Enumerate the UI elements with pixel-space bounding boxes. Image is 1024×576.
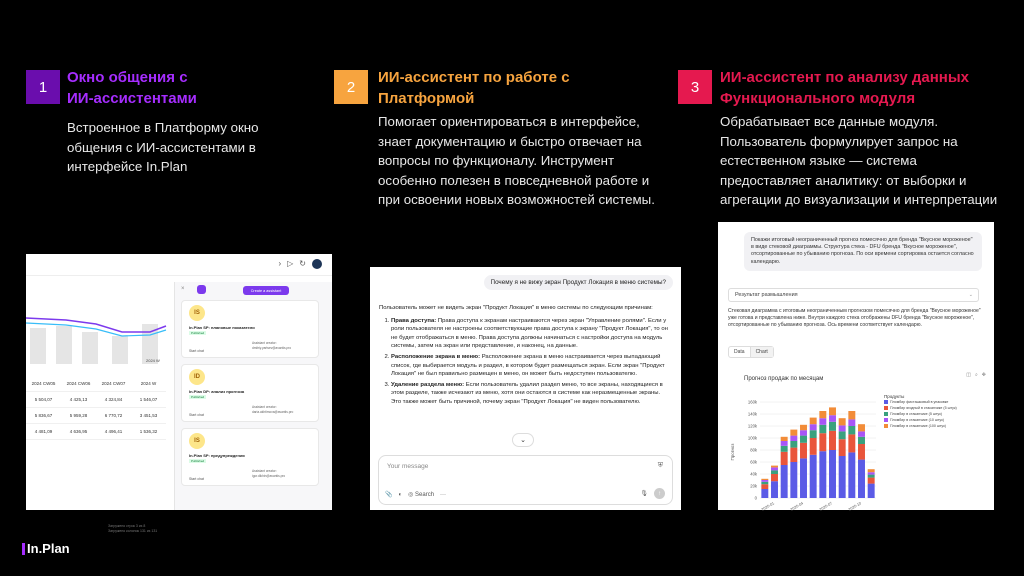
answer-item-text: Расположение экрана в меню настраивается через выпадающий список, где выбирается модуль и раздел, в котором будет размещаться экран. Если экран "Продукт Локация" не был правильно размещен в меню, он может быть недоступен пользователю. — [391, 353, 665, 378]
assistant-answer: Стековая диаграмма с итоговым неограниченным прогнозом помесячно для бренда "Вкусное мороженое" уже готова и представлена ниже. Внутри каждого стека отображены DFU бренда "Вкусное мороженое", отсортированные по убыванию прогноза. Ось времени соответствует календарю. — [728, 308, 981, 328]
chart-bar-segment — [790, 448, 797, 462]
table-cell: 1 546,07 — [139, 397, 158, 402]
close-icon[interactable]: × — [181, 286, 185, 292]
step-2-desc-line: особенно полезен в повседневной работе и — [378, 172, 650, 188]
chart-bar-segment — [839, 425, 846, 431]
step-2-heading-line1: ИИ-ассистент по работе с — [378, 69, 570, 86]
globe-icon: ◎ — [408, 492, 414, 498]
status-badge: Published — [191, 395, 205, 399]
table-cell: 5 836,67 — [34, 413, 53, 418]
answer-item — [391, 381, 669, 407]
shield-icon: ⛨ — [657, 462, 663, 469]
assistant-name: In.Plan SP: предупреждения — [189, 453, 245, 458]
chart-bar-segment — [800, 430, 807, 435]
chart-bar-segment — [819, 433, 826, 451]
answer-item — [391, 353, 669, 379]
tools-icon[interactable]: ◐ — [398, 491, 403, 498]
assistant-answer — [379, 304, 669, 409]
step-2-badge: 2 — [334, 70, 368, 104]
x-tick-label: 2025-07 — [818, 501, 833, 512]
step-2-desc-line: при освоении новых возможностей системы. — [378, 192, 655, 207]
microphone-icon[interactable]: 🎙 — [640, 491, 648, 497]
create-assistant-button[interactable]: Create a assistant — [243, 286, 289, 295]
step-2-heading — [378, 67, 570, 109]
stacked-bar-chart — [726, 390, 986, 512]
y-tick-label: 40k — [750, 471, 757, 477]
chevron-right-icon[interactable]: › — [278, 259, 282, 268]
chart-bar-segment — [761, 480, 768, 482]
chart-toolbar — [966, 372, 986, 378]
report-table — [26, 376, 166, 440]
user-message: Почему я не вижу экран Продукт Локация в меню системы? — [484, 275, 673, 290]
scroll-down-button[interactable] — [512, 433, 534, 447]
y-tick-label: 0 — [754, 495, 757, 501]
table-row — [26, 408, 166, 424]
y-tick-label: 60k — [750, 459, 757, 465]
step-2-desc-line: знает документацию и быстро отвечает на — [378, 133, 642, 149]
chart-bar-segment — [868, 469, 875, 472]
columns-loaded-text: Загружено колонок 131 из 131 — [108, 529, 158, 533]
assistant-avatar: IS — [189, 433, 205, 449]
chart-bar-segment — [761, 484, 768, 489]
chart-bar-segment — [868, 484, 875, 498]
table-footer — [108, 524, 157, 534]
legend-label: Пломбир в стаканчике (10 штук) — [890, 418, 944, 422]
step-3-desc-line: предоставляет аналитику: от выборки и — [720, 172, 967, 188]
y-tick-label: 80k — [750, 447, 757, 453]
analytics-assistant-screenshot — [718, 222, 994, 510]
chart-bar-segment — [868, 475, 875, 478]
chart-bar-segment — [819, 411, 826, 418]
reasoning-result-dropdown[interactable] — [728, 288, 979, 302]
send-button[interactable] — [654, 488, 665, 499]
chart-title: Прогноз продаж по месяцам — [744, 376, 824, 382]
report-bar — [56, 326, 72, 364]
dropdown-label: Результат размышления — [735, 292, 798, 298]
platform-assistant-chat-screenshot — [370, 267, 681, 510]
chart-bar-segment — [771, 474, 778, 481]
camera-icon[interactable]: ◫ — [966, 372, 971, 378]
chart-bar-segment — [868, 478, 875, 484]
tab-chart[interactable]: Chart — [750, 347, 773, 357]
legend-label: Пломбир в стаканчике (5 штук) — [890, 412, 942, 416]
assistant-name: In.Plan SP: плановые показатели — [189, 325, 255, 330]
chart-bar-segment — [810, 430, 817, 438]
table-header — [26, 376, 166, 392]
answer-item-title: Удаление раздела меню: — [391, 381, 465, 388]
chart-bar-segment — [858, 460, 865, 498]
step-1-heading-line1: Окно общения с — [67, 69, 188, 86]
chart-bar-segment — [781, 441, 788, 446]
chart-bar-segment — [761, 489, 768, 498]
pan-icon[interactable]: ✥ — [981, 372, 986, 378]
chart-bar-segment — [819, 425, 826, 433]
step-1-heading-line2: ИИ-ассистентами — [67, 90, 197, 107]
chart-bar-segment — [858, 431, 865, 436]
chart-bar-segment — [848, 419, 855, 426]
status-badge: Published — [191, 331, 205, 335]
legend-title: Продукты — [884, 394, 905, 399]
chart-bar-segment — [839, 431, 846, 439]
chart-bar-segment — [829, 431, 836, 450]
legend-label: Пломбир фисташковый в упаковке — [890, 400, 949, 404]
table-cell: 3 451,53 — [139, 413, 158, 418]
legend-swatch — [884, 406, 888, 410]
more-icon[interactable]: ··· — [440, 491, 447, 498]
step-3-heading-line2: Функционального модуля — [720, 90, 916, 107]
assistant-creator — [252, 341, 291, 350]
chart-bar-segment — [800, 425, 807, 430]
answer-item — [391, 317, 669, 351]
step-2-description — [378, 112, 655, 210]
assistant-avatar: IS — [189, 305, 205, 321]
view-tabs — [728, 346, 774, 358]
assistant-creator — [252, 469, 285, 478]
chart-bar-segment — [781, 446, 788, 452]
step-1-heading — [67, 67, 197, 109]
creator-label: Assistant creator: — [252, 469, 277, 473]
chart-bar-segment — [819, 418, 826, 425]
chart-bar-segment — [858, 424, 865, 431]
step-3-desc-line: Пользователь формулирует запрос на — [720, 133, 958, 149]
answer-item-title: Расположение экрана в меню: — [391, 353, 481, 360]
chart-bar-segment — [839, 456, 846, 498]
step-3-desc-line: агрегации до визуализации и интерпретации — [720, 192, 998, 207]
assistant-avatar: ID — [189, 369, 205, 385]
chart-category-label: 2024 W — [146, 358, 160, 363]
start-chat-button[interactable]: Start chat — [189, 477, 204, 481]
logo-text-plan: .Plan — [38, 541, 70, 556]
step-1-badge: 1 — [26, 70, 60, 104]
chart-bar-segment — [771, 470, 778, 474]
assistant-logo-icon — [197, 285, 206, 294]
legend-label: Пломбир ягодный в стаканчике (5 штук) — [890, 406, 957, 410]
chart-bar-segment — [848, 452, 855, 498]
chart-bar-segment — [858, 444, 865, 460]
logo-text-in: In — [27, 541, 39, 556]
chart-bar-segment — [858, 437, 865, 444]
creator-label: Assistant creator: — [252, 341, 277, 345]
y-tick-label: 100k — [747, 435, 757, 441]
status-badge: Published — [191, 459, 205, 463]
creator-email: daria.akhtimova@avantis.pro — [252, 409, 294, 414]
answer-list — [379, 317, 669, 407]
top-bar — [26, 254, 332, 276]
assistant-card[interactable] — [181, 364, 319, 422]
chart-bar-segment — [839, 418, 846, 425]
chart-bar-segment — [839, 439, 846, 456]
chart-bar-segment — [800, 458, 807, 498]
legend-swatch — [884, 412, 888, 416]
legend-swatch — [884, 418, 888, 422]
y-tick-label: 120k — [747, 423, 757, 429]
step-1-desc-line: общения с ИИ-ассистентами в — [67, 139, 256, 155]
step-3-heading — [720, 67, 969, 109]
assistant-card[interactable] — [181, 300, 319, 358]
chart-bar-segment — [781, 452, 788, 465]
creator-email: igor.dikhin@avantis.pro — [252, 473, 286, 478]
chart-bar-segment — [790, 441, 797, 448]
report-chart — [26, 298, 166, 368]
chart-bar-segment — [810, 424, 817, 430]
table-header-cell: 2024 CW07 — [101, 381, 126, 386]
table-header-cell: 2024 W — [140, 381, 157, 386]
step-3-desc-line: естественном языке — система — [720, 153, 917, 168]
table-header-cell: 2024 CW06 — [66, 381, 91, 386]
assistant-card[interactable] — [181, 428, 319, 486]
user-message: Покажи итоговый неограниченный прогноз помесячно для бренда "Вкусное мороженое" в виде стековой диаграммы. Структура стека - DFU бренда "Вкусное мороженое", отсортированные по убыванию прогноза. По оси времени сортировка остается согласно календарю. — [744, 232, 982, 271]
message-input[interactable] — [378, 455, 673, 505]
chevron-down-icon: ⌄ — [520, 437, 526, 444]
refresh-icon[interactable]: ↻ — [299, 259, 306, 268]
input-tools — [385, 491, 446, 498]
search-label: Search — [415, 492, 435, 498]
chart-bar-segment — [848, 411, 855, 419]
assistant-name: In.Plan DP: анализ прогноза — [189, 389, 245, 394]
x-tick-label: 2025-01 — [760, 501, 775, 512]
report-panel — [26, 282, 166, 533]
chart-bar-segment — [800, 436, 807, 443]
table-cell: 5 504,07 — [34, 397, 53, 402]
table-cell: 4 496,41 — [104, 429, 123, 434]
start-chat-button[interactable]: Start chat — [189, 349, 204, 353]
chart-bar-segment — [810, 418, 817, 425]
table-cell: 4 425,13 — [69, 397, 88, 402]
chart-bar-segment — [848, 426, 855, 434]
attach-icon[interactable]: 📎 — [385, 492, 393, 498]
top-bar-icons — [278, 259, 322, 269]
send-controls — [640, 488, 665, 499]
report-bar — [112, 336, 128, 364]
y-tick-label: 160k — [747, 399, 757, 405]
chart-bar-segment — [829, 415, 836, 422]
step-3-description — [720, 112, 997, 210]
chart-bar-segment — [810, 455, 817, 498]
search-button[interactable] — [408, 491, 434, 498]
chart-bar-segment — [771, 481, 778, 498]
answer-item-text: Если пользователь удалил раздел меню, то все экраны, находящиеся в этом разделе, также исчезают из меню, хотя они остаются в системе как неразмещенные экраны. Это также может быть причиной, почему экран "Продукт Локация" не виден пользователю. — [391, 381, 663, 405]
table-header-cell: 2024 CW05 — [31, 381, 56, 386]
y-axis-label: Прогноз — [730, 443, 735, 461]
report-bar — [30, 328, 46, 364]
y-tick-label: 140k — [747, 411, 757, 417]
step-2-desc-line: вопросы по функционалу. Инструмент — [378, 153, 615, 168]
assistants-panel — [174, 282, 332, 510]
start-chat-button[interactable]: Start chat — [189, 413, 204, 417]
legend-swatch — [884, 424, 888, 428]
chart-bar-segment — [819, 451, 826, 498]
chart-bar-segment — [761, 479, 768, 480]
legend-swatch — [884, 400, 888, 404]
chart-bar-segment — [781, 465, 788, 498]
table-cell: 5 959,28 — [69, 413, 88, 418]
chart-bar-segment — [800, 443, 807, 459]
chart-bar-segment — [790, 430, 797, 436]
inplan-logo — [22, 541, 70, 556]
chart-bar-segment — [781, 437, 788, 441]
table-cell: 4 636,95 — [69, 429, 88, 434]
arrow-up-icon: ↑ — [658, 490, 661, 497]
chart-bar-segment — [848, 434, 855, 452]
creator-label: Assistant creator: — [252, 405, 277, 409]
answer-item-title: Права доступа: — [391, 317, 437, 324]
chart-bar-segment — [790, 436, 797, 441]
rows-loaded-text: Загружено строк 3 из 8 — [108, 524, 146, 528]
table-cell: 6 770,72 — [104, 413, 123, 418]
x-tick-label: 2025-10 — [847, 501, 862, 512]
x-tick-label: 2025-04 — [789, 501, 804, 512]
chart-bar-segment — [771, 467, 778, 470]
assistants-window-screenshot — [26, 254, 332, 533]
step-1-description — [67, 118, 259, 177]
step-1-desc-line: Встроенное в Платформу окно — [67, 120, 259, 135]
y-tick-label: 20k — [750, 483, 757, 489]
chart-bar-segment — [829, 422, 836, 431]
answer-intro: Пользователь может не видеть экран "Продукт Локация" в меню системы по следующим причинам: — [379, 305, 653, 311]
chart-bar-segment — [829, 407, 836, 415]
zoom-icon[interactable]: ⌕ — [974, 372, 978, 378]
creator-email: dmitriy.yartsev@avantis.pro — [252, 345, 292, 350]
step-2-heading-line2: Платформой — [378, 90, 475, 107]
avatar[interactable] — [312, 259, 322, 269]
message-placeholder: Your message — [387, 463, 429, 470]
chart-bar-segment — [761, 482, 768, 484]
step-2-desc-line: Помогает ориентироваться в интерфейсе, — [378, 114, 640, 129]
legend-label: Пломбир в стаканчике (100 штук) — [890, 424, 946, 428]
table-cell: 1 536,32 — [139, 429, 158, 434]
chart-bar-segment — [810, 438, 817, 455]
chart-bar-segment — [868, 472, 875, 474]
step-3-badge: 3 — [678, 70, 712, 104]
table-cell: 4 324,84 — [104, 397, 123, 402]
step-1-desc-line: интерфейсе In.Plan — [67, 159, 188, 174]
tab-data[interactable]: Data — [734, 349, 745, 355]
table-cell: 4 481,09 — [34, 429, 53, 434]
chart-bar-segment — [771, 466, 778, 468]
step-3-heading-line1: ИИ-ассистент по анализу данных — [720, 69, 970, 86]
play-icon[interactable]: ▷ — [287, 259, 294, 268]
chart-bar-segment — [790, 462, 797, 498]
assistant-creator — [252, 405, 293, 414]
step-3-desc-line: Обрабатывает все данные модуля. — [720, 114, 939, 129]
logo-mark-icon — [22, 543, 25, 555]
table-row — [26, 424, 166, 440]
table-row — [26, 392, 166, 408]
report-bar — [82, 332, 98, 364]
chart-bar-segment — [829, 450, 836, 498]
chevron-down-icon: ⌄ — [968, 292, 973, 298]
answer-item-text: Права доступа к экранам настраиваются через экран "Управление ролями". Если у роли пользователя не настроены соответствующие права доступа к экрану "Продукт Локация", то он не будет отображаться в меню. Права доступа должны начинаться с настройки доступа на модуль системы, затем на экран или представление, и наконец, на данные. — [391, 317, 668, 350]
